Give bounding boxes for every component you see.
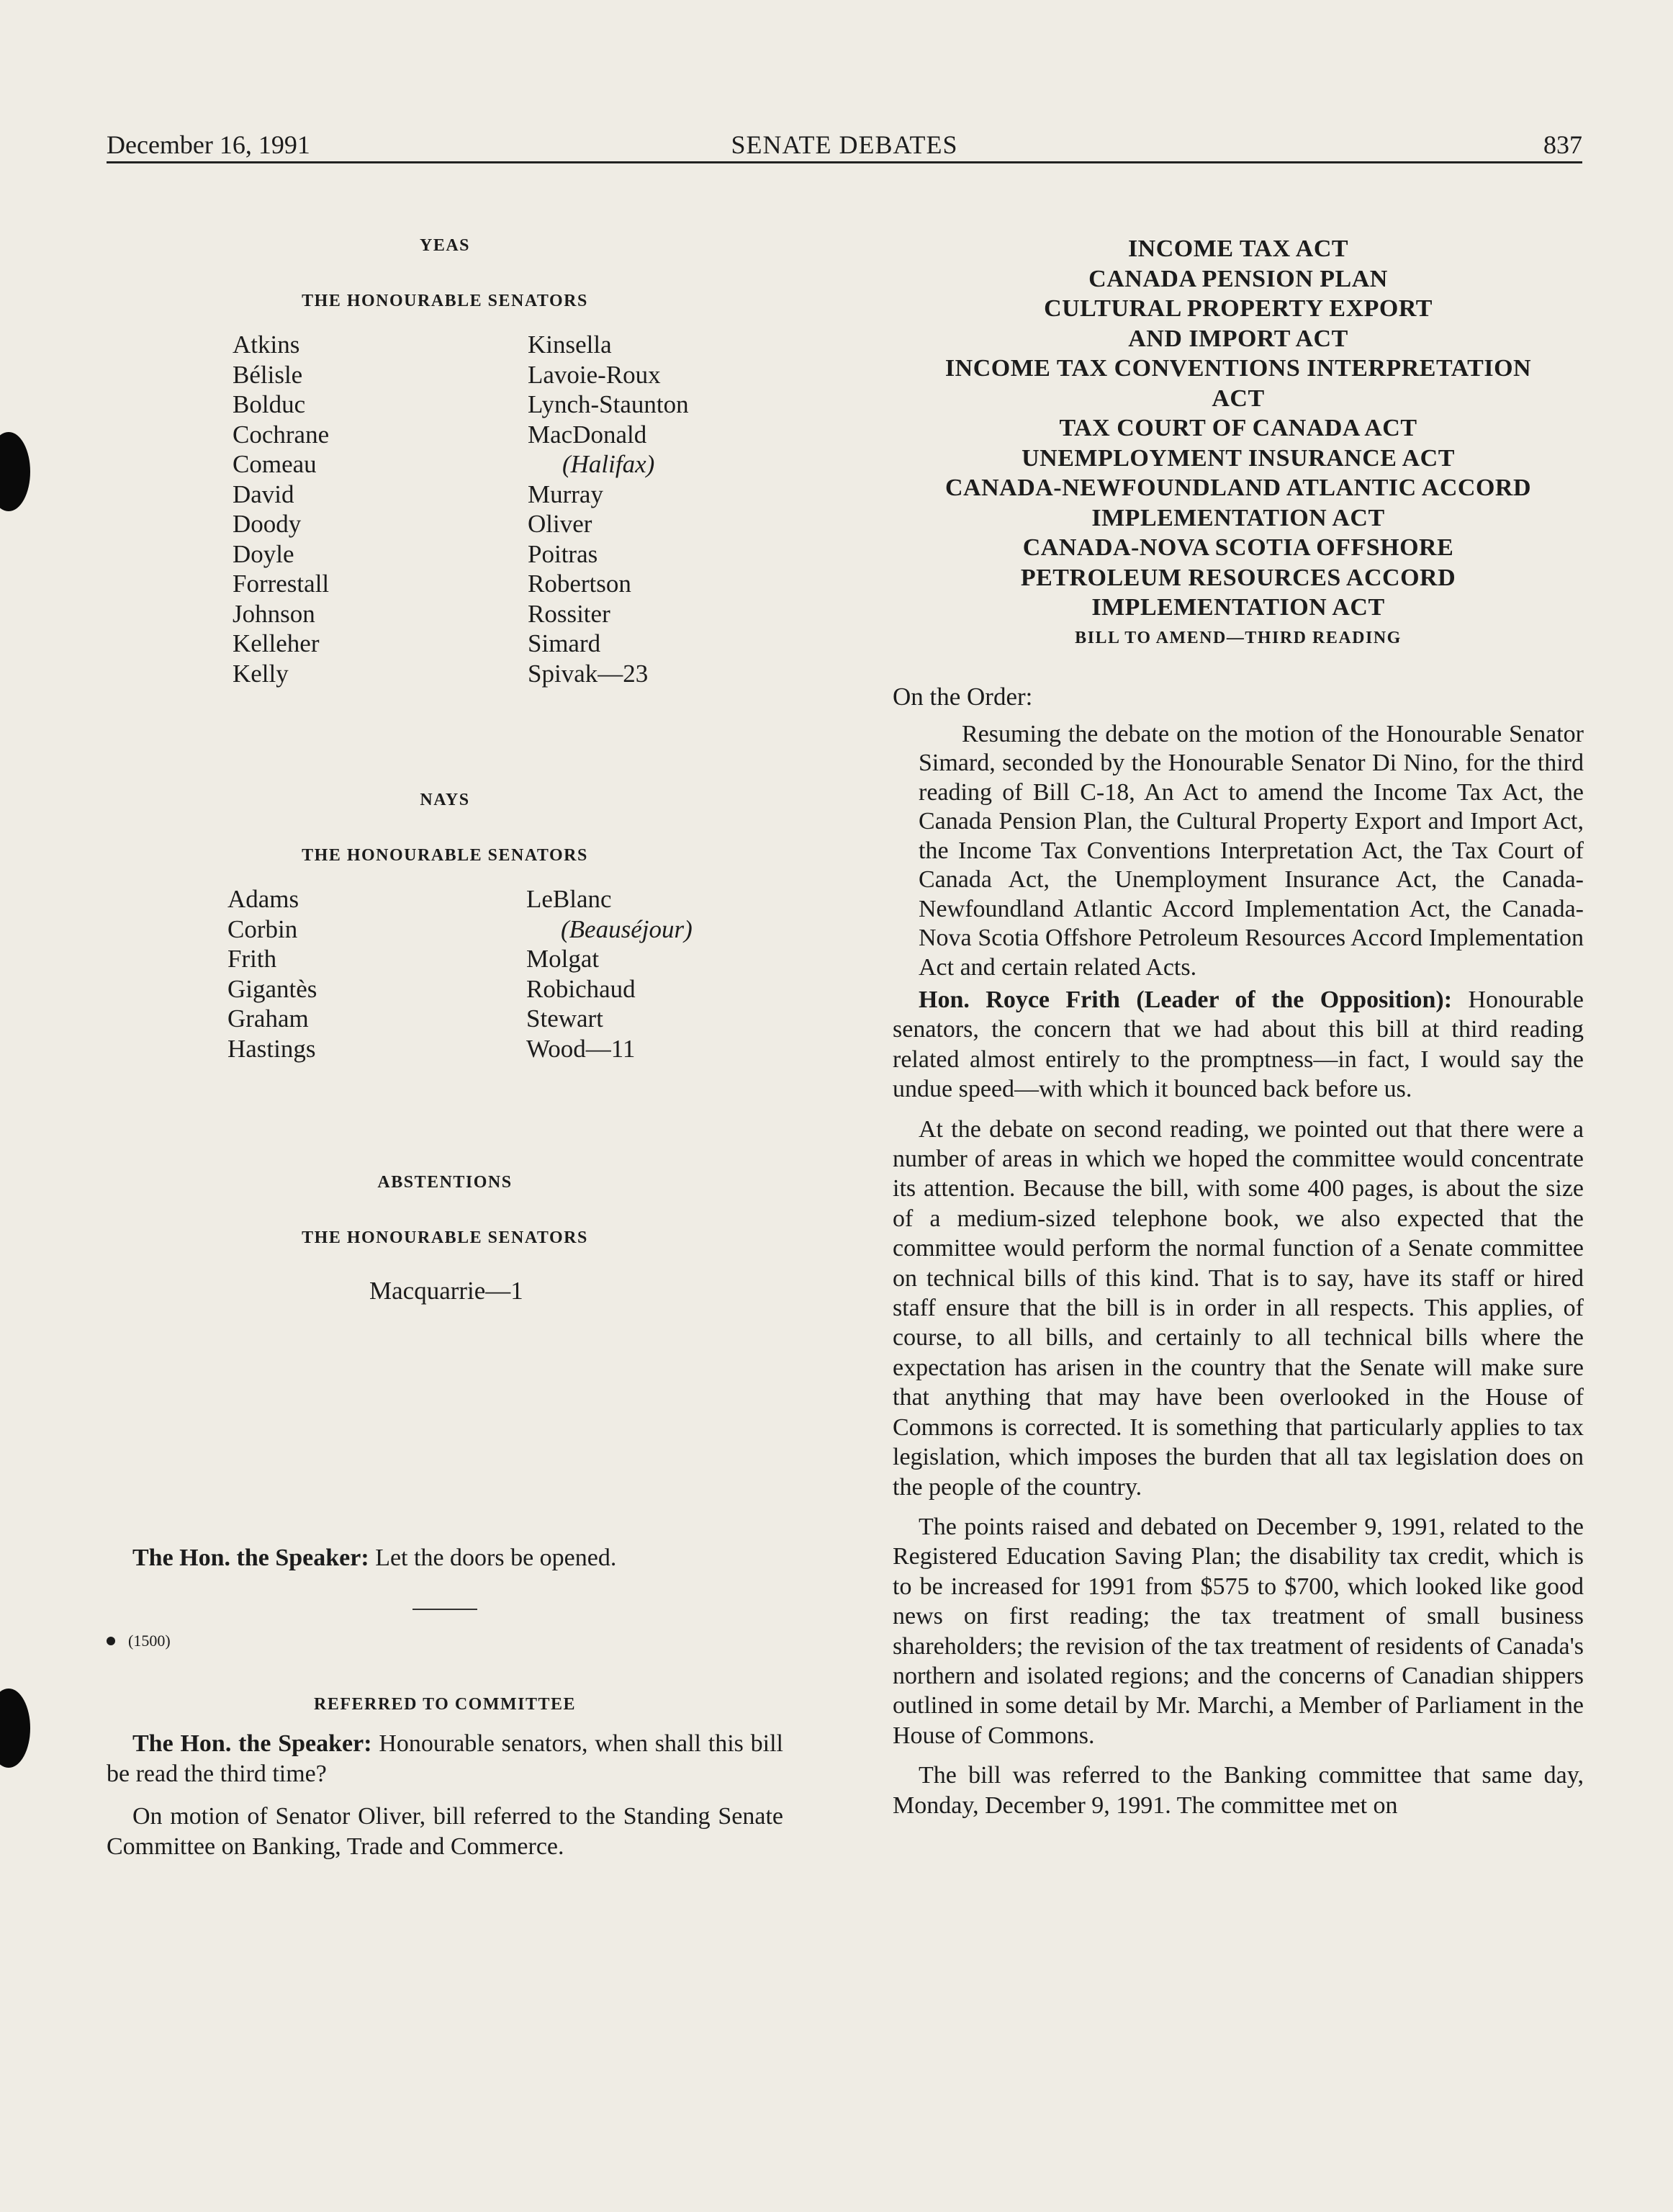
body-paragraph: The points raised and debated on December 9, 1991, related to the Registered Education Saving Plan; the disability tax credit, which is to be increased for 1991 from $575 to $700, which looked like good news on first reading; the tax treatment of small business shareholders; the revision of the tax treatment of residents of Canada's northern and isolated regions; and the concerns of Canadian shippers outlined in some detail by Mr. Marchi, a Member of Parliament in the House of Commons.: [893, 1513, 1584, 1749]
yea-name: Rossiter: [528, 599, 610, 628]
nays-heading: NAYS: [420, 791, 470, 809]
speaker-text: Honourable senators, when shall this bill be read the third time?: [107, 1730, 783, 1787]
yea-name: Forrestall: [233, 570, 330, 598]
yea-name: Doody: [233, 510, 302, 538]
nay-name: Graham: [227, 1004, 309, 1033]
yeas-heading: YEAS: [419, 236, 471, 255]
yea-name: Bolduc: [233, 390, 306, 418]
speaker-text: Honourable senators, the concern that we had about this bill at third reading related almost entirely to the promptness—in fact, I would say the undue speed—with which it bounced back before us.: [893, 986, 1584, 1103]
speaker-question: [107, 1729, 783, 1789]
left-column: [107, 209, 783, 1861]
bill-title-line: AND IMPORT ACT: [1128, 325, 1348, 352]
yea-name: Poitras: [528, 539, 598, 568]
speaker-label: The Hon. the Speaker:: [132, 1545, 369, 1571]
order-line: On the Order:: [893, 682, 1033, 711]
yeas-subheading: THE HONOURABLE SENATORS: [302, 292, 588, 310]
yeas-list: [107, 330, 783, 688]
nays-list: [107, 884, 783, 1064]
time-marker: [107, 1632, 783, 1650]
yea-name: Kinsella: [528, 331, 612, 359]
nay-name: Adams: [227, 885, 299, 913]
nay-name: Gigantès: [227, 974, 317, 1003]
referred-heading: REFERRED TO COMMITTEE: [314, 1695, 576, 1714]
yea-name: Comeau: [233, 450, 317, 478]
nay-name: LeBlanc: [526, 885, 612, 913]
yea-name: MacDonald: [528, 420, 647, 449]
yea-name: Atkins: [233, 331, 300, 359]
bill-title-line: IMPLEMENTATION ACT: [1091, 594, 1385, 621]
nay-name: Robichaud: [526, 974, 636, 1003]
abstentions-subheading: THE HONOURABLE SENATORS: [302, 1228, 588, 1247]
yea-name: Bélisle: [233, 360, 303, 389]
nay-name: Molgat: [526, 945, 600, 973]
yea-name: Simard: [528, 629, 601, 657]
time-stamp: (1500): [128, 1632, 171, 1650]
yea-name: Doyle: [233, 539, 294, 568]
order-text: Resuming the debate on the motion of the Honourable Senator Simard, seconded by the Honourable Senator Di Nino, for the third reading of Bill C-18, An Act to amend the Income Tax Act, the Canada Pension Plan, the Cultural Property Export and Import Act, the Income Tax Conventions Interpretation Act, the Tax Court of Canada Act, the Unemployment Insurance Act, the Canada-Newfoundland Atlantic Accord Implementation Act, the Canada-Nova Scotia Offshore Petroleum Resources Accord Implementation Act and certain related Acts.: [919, 720, 1584, 981]
section-divider: [412, 1609, 477, 1610]
body-paragraph: At the debate on second reading, we pointed out that there were a number of areas in which we hoped the committee would concentrate its attention. Because the bill, with some 400 pages, is about the size of a medium-sized telephone book, we also expected that the committee would perform the normal function of a Senate committee on technical bills of this kind. That is to say, have its staff or hired staff ensure that the bill is in order in all respects. This applies, of course, to all bills, and certainly to all technical bills where the expectation has arisen in the country that the Senate will make sure that anything that may have been overlooked in the House of Commons is corrected. It is something that particularly applies to tax legislation, which imposes the burden that all tax legislation does on the people of the country.: [893, 1115, 1584, 1501]
speaker-text: Let the doors be opened.: [369, 1545, 617, 1571]
punch-hole-top: [0, 432, 30, 511]
nay-name-qualifier: (Beauséjour): [561, 914, 693, 943]
nay-name: Hastings: [227, 1034, 316, 1063]
speaker-label: The Hon. the Speaker:: [132, 1730, 372, 1758]
yea-name: Johnson: [233, 599, 315, 628]
bill-title-line: PETROLEUM RESOURCES ACCORD: [1020, 564, 1456, 591]
yea-name: Kelly: [233, 659, 289, 688]
bill-title-line: CULTURAL PROPERTY EXPORT: [1044, 295, 1433, 322]
yea-name: David: [233, 480, 294, 508]
bill-titles: [893, 234, 1584, 623]
right-column: [893, 209, 1584, 1820]
header-date: December 16, 1991: [107, 130, 310, 159]
page-number: 837: [1543, 130, 1582, 159]
yea-name: Lynch-Staunton: [528, 390, 689, 418]
bill-title-line: ACT: [1212, 385, 1265, 412]
bill-title-line: CANADA-NOVA SCOTIA OFFSHORE: [1022, 534, 1454, 561]
page-header: [107, 130, 1582, 163]
nay-name: Corbin: [227, 914, 298, 943]
yea-name: Lavoie-Roux: [528, 360, 661, 389]
yea-name: Oliver: [528, 510, 592, 538]
nay-name: Stewart: [526, 1004, 603, 1033]
bill-title-line: UNEMPLOYMENT INSURANCE ACT: [1022, 444, 1455, 472]
yea-name: Kelleher: [233, 629, 320, 657]
nays-subheading: THE HONOURABLE SENATORS: [302, 846, 588, 865]
yea-name: Robertson: [528, 570, 631, 598]
bill-subheading: BILL TO AMEND—THIRD READING: [1075, 628, 1402, 647]
bullet-icon: [107, 1637, 115, 1645]
abstention-name: Macquarrie—1: [369, 1277, 523, 1305]
yea-name: Murray: [528, 480, 603, 508]
abstentions-heading: ABSTENTIONS: [377, 1173, 513, 1192]
bill-title-line: IMPLEMENTATION ACT: [1091, 504, 1385, 531]
punch-hole-bottom: [0, 1689, 30, 1768]
yea-name: Cochrane: [233, 420, 330, 449]
speaker-statement: [107, 1543, 783, 1573]
yea-name-qualifier: (Halifax): [562, 450, 655, 478]
motion-paragraph: On motion of Senator Oliver, bill referred to the Standing Senate Committee on Banking, Trade and Commerce.: [107, 1803, 783, 1860]
bill-title-line: CANADA PENSION PLAN: [1088, 265, 1388, 292]
bill-title-line: CANADA-NEWFOUNDLAND ATLANTIC ACCORD: [944, 475, 1531, 501]
bill-title-line: INCOME TAX ACT: [1127, 235, 1349, 262]
bill-title-line: INCOME TAX CONVENTIONS INTERPRETATION: [944, 355, 1532, 382]
body-paragraph: The bill was referred to the Banking committee that same day, Monday, December 9, 1991. The committee met on: [893, 1762, 1584, 1819]
bill-title-line: TAX COURT OF CANADA ACT: [1059, 415, 1417, 441]
speaker-label: Hon. Royce Frith (Leader of the Opposition):: [919, 986, 1453, 1013]
nay-name: Wood—11: [526, 1034, 636, 1063]
nay-name: Frith: [227, 945, 277, 973]
frith-paragraph: [893, 985, 1584, 1105]
yea-name: Spivak—23: [528, 659, 649, 688]
header-title: SENATE DEBATES: [731, 130, 958, 159]
